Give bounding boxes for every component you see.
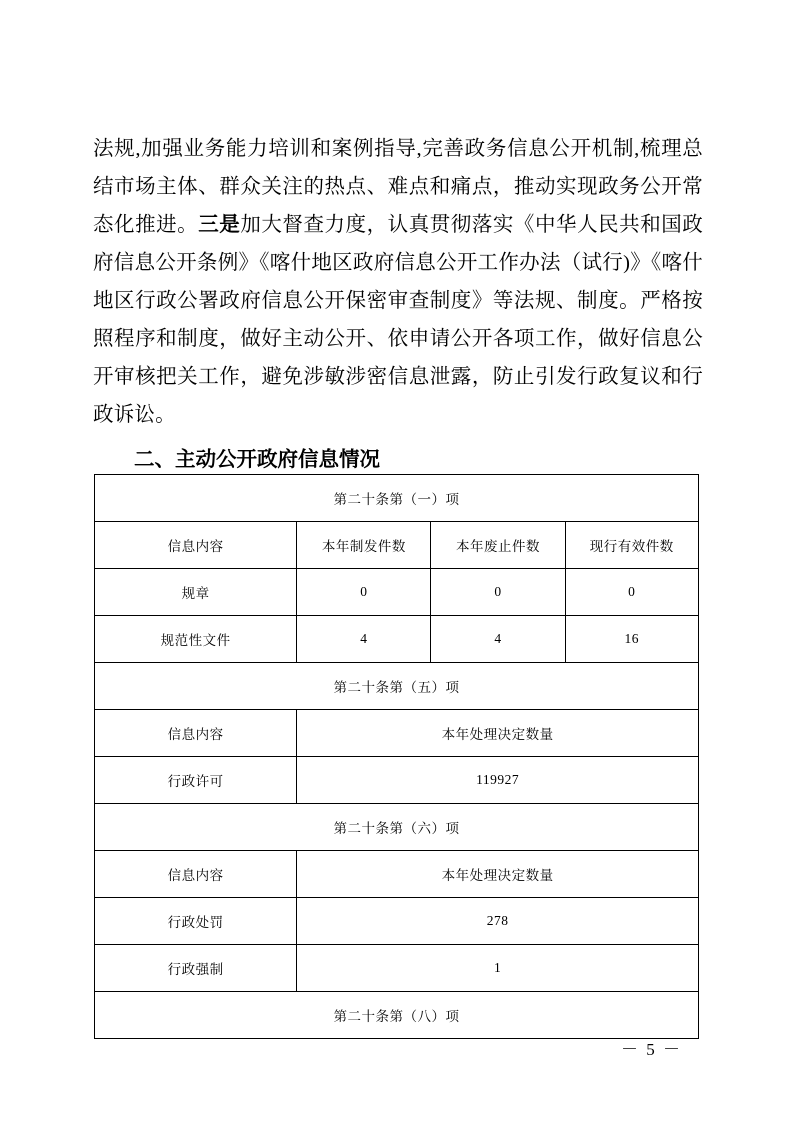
table-cell: 119927 [297,757,699,804]
table-row [95,945,699,992]
paragraph-part-2-bold: 三是 [198,214,241,236]
table-section-title: 第二十条第（一）项 [95,475,699,522]
table-row [95,804,699,851]
table-cell: 信息内容 [95,851,297,898]
table-row [95,710,699,757]
table-cell: 行政处罚 [95,898,297,945]
section-heading: 二、主动公开政府信息情况 [134,449,380,471]
table-cell: 规范性文件 [95,616,297,663]
table-row [95,616,699,663]
table-cell: 现行有效件数 [565,522,699,569]
table-row [95,475,699,522]
table-cell: 1 [297,945,699,992]
table-row [95,522,699,569]
table-cell: 信息内容 [95,522,297,569]
table-cell: 0 [431,569,565,616]
table-cell: 本年废止件数 [431,522,565,569]
table-cell: 本年处理决定数量 [297,710,699,757]
table-cell: 4 [431,616,565,663]
page-number: － 5 － [621,1040,682,1059]
table-row [95,898,699,945]
body-paragraph [93,130,703,434]
table-cell: 4 [297,616,431,663]
table-cell: 0 [565,569,699,616]
page-footer [0,1035,793,1060]
paragraph-part-1: 法规,加强业务能力培训和案例指导,完善政务信息公开机制,梳理总结市场主体、群众关注的热点、难点和痛点，推动实现政务公开常态化推进。 [93,138,703,236]
table-cell: 行政许可 [95,757,297,804]
table-row [95,851,699,898]
table-section-title: 第二十条第（六）项 [95,804,699,851]
table-row [95,663,699,710]
table-row [95,757,699,804]
table-cell: 信息内容 [95,710,297,757]
table-cell: 本年处理决定数量 [297,851,699,898]
table-cell: 本年制发件数 [297,522,431,569]
table-row [95,992,699,1039]
paragraph-part-3: 加大督查力度，认真贯彻落实《中华人民共和国政府信息公开条例》《喀什地区政府信息公开工作办法（试行)》《喀什地区行政公署政府信息公开保密审查制度》等法规、制度。严格按照程序和制度，做好主动公开、依申请公开各项工作，做好信息公开审核把关工作，避免涉敏涉密信息泄露，防止引发行政复议和行政诉讼。 [93,214,703,426]
paragraph-line [93,130,703,434]
table-cell: 278 [297,898,699,945]
table-row [95,569,699,616]
table-cell: 规章 [95,569,297,616]
table-section-title: 第二十条第（五）项 [95,663,699,710]
government-info-table [94,474,699,1039]
table-cell: 0 [297,569,431,616]
table-cell: 行政强制 [95,945,297,992]
table-cell: 16 [565,616,699,663]
table-section-title: 第二十条第（八）项 [95,992,699,1039]
